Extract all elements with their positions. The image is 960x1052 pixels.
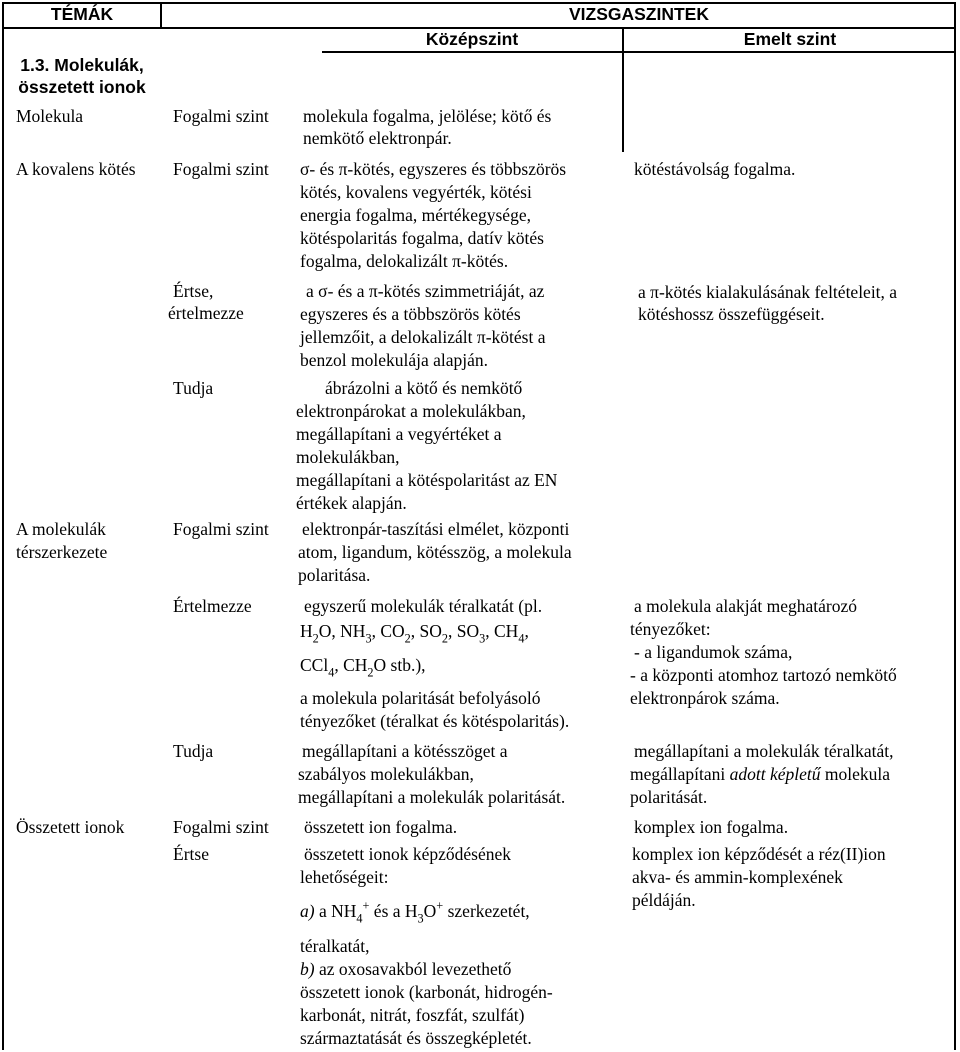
mid-kovalens-ertse-3: jellemzőit, a delokalizált π-kötést a bbox=[300, 327, 546, 347]
mid-ionok-ertse-6: származtatását és összegképletét. bbox=[300, 1028, 532, 1048]
mid-ionok-ertse-b: b) az oxosavakból levezethető bbox=[300, 959, 512, 979]
mid-kovalens-2: kötés, kovalens vegyérték, kötési bbox=[300, 182, 532, 202]
mid-kovalens-tudja-2: elektronpárokat a molekulákban, bbox=[296, 401, 526, 421]
adv-kovalens-ertse-1: a π-kötés kialakulásának feltételeit, a bbox=[638, 282, 898, 302]
level-kovalens-tudja: Tudja bbox=[173, 378, 214, 398]
mid-terszerkezet-3: polaritása. bbox=[298, 565, 371, 585]
formula-line-1: $H_2O$, $NH_3$, $CO_2$, $SO_2$, $SO_3$, $CH_4$, bbox=[300, 621, 529, 646]
mid-terszerkezet-1: elektronpár-taszítási elmélet, központi bbox=[302, 519, 570, 539]
section-title-line-2: összetett ionok bbox=[18, 77, 146, 97]
adv-ionok-ertse-1: komplex ion képződését a réz(II)ion bbox=[632, 844, 886, 864]
mid-kovalens-1: σ- és π-kötés, egyszeres és többszörös bbox=[300, 159, 567, 179]
header-col-divider bbox=[160, 2, 162, 27]
mid-terszerkezet-tudja-3: megállapítani a molekulák polaritását. bbox=[298, 787, 566, 807]
mid-kovalens-tudja-1: ábrázolni a kötő és nemkötő bbox=[325, 378, 523, 398]
adv-ionok: komplex ion fogalma. bbox=[634, 817, 789, 837]
mid-ionok-ertse-1: összetett ionok képződésének bbox=[304, 844, 512, 864]
mid-ionok-ertse-a: a) a $NH_4^+$ és a $H_3O^+$ szerkezetét, bbox=[300, 898, 530, 926]
level-ionok: Fogalmi szint bbox=[173, 817, 269, 837]
mid-kovalens-ertse-1: a σ- és a π-kötés szimmetriáját, az bbox=[306, 281, 545, 301]
topic-ionok: Összetett ionok bbox=[16, 817, 125, 837]
mid-kovalens-tudja-5: megállapítani a kötéspolaritást az EN bbox=[296, 470, 558, 490]
level-molekula: Fogalmi szint bbox=[173, 106, 269, 126]
mid-kovalens-3: energia fogalma, mértékegysége, bbox=[300, 205, 531, 225]
section-title-line-1: 1.3. Molekulák, bbox=[20, 55, 144, 75]
adv-kovalens: kötéstávolság fogalma. bbox=[634, 159, 796, 179]
mid-ionok-ertse-2: lehetőségeit: bbox=[300, 867, 389, 887]
adv-ertelmezze-2: tényezőket: bbox=[630, 619, 711, 639]
mid-kovalens-tudja-4: molekulákban, bbox=[296, 447, 400, 467]
mid-ionok-ertse-4: összetett ionok (karbonát, hidrogén- bbox=[300, 982, 553, 1002]
mid-ertelmezze-2: a molekula polaritását befolyásoló bbox=[300, 688, 541, 708]
topic-terszerkezet-2: térszerkezete bbox=[16, 542, 108, 562]
adv-ertelmezze-1: a molekula alakját meghatározó bbox=[634, 596, 858, 616]
adv-ionok-ertse-2: akva- és ammin-komplexének bbox=[632, 867, 843, 887]
level-ionok-ertse: Értse bbox=[173, 844, 209, 864]
header-temak: TÉMÁK bbox=[50, 4, 114, 24]
mid-kovalens-tudja-3: megállapítani a vegyértéket a bbox=[296, 424, 502, 444]
mid-kovalens-ertse-4: benzol molekulája alapján. bbox=[300, 350, 489, 370]
mid-ertelmezze-1: egyszerű molekulák téralkatát (pl. bbox=[304, 596, 543, 616]
adv-kovalens-ertse-2: kötéshossz összefüggéseit. bbox=[638, 304, 825, 324]
adv-terszerkezet-tudja-2: megállapítani adott képletű molekula bbox=[630, 764, 891, 784]
level-terszerkezet: Fogalmi szint bbox=[173, 519, 269, 539]
topic-terszerkezet-1: A molekulák bbox=[16, 519, 106, 539]
level-kovalens-ertse-2: értelmezze bbox=[168, 303, 244, 323]
mid-kovalens-tudja-6: értékek alapján. bbox=[296, 493, 407, 513]
adv-ertelmezze-5: elektronpárok száma. bbox=[630, 688, 780, 708]
header-emelt: Emelt szint bbox=[743, 29, 837, 49]
mid-ertelmezze-3: tényezőket (téralkat és kötéspolaritás). bbox=[300, 711, 570, 731]
topic-molekula: Molekula bbox=[16, 106, 84, 126]
mid-ionok: összetett ion fogalma. bbox=[304, 817, 458, 837]
level-terszerkezet-ertelmezze: Értelmezze bbox=[173, 596, 252, 616]
header-kozepszint: Középszint bbox=[425, 29, 519, 49]
adv-ertelmezze-3: - a ligandumok száma, bbox=[634, 642, 793, 662]
level-kovalens: Fogalmi szint bbox=[173, 159, 269, 179]
mid-ionok-ertse-3: téralkatát, bbox=[300, 936, 370, 956]
mid-terszerkezet-2: atom, ligandum, kötésszög, a molekula bbox=[298, 542, 572, 562]
topic-kovalens: A kovalens kötés bbox=[16, 159, 136, 179]
header-vizsgaszintek: VIZSGASZINTEK bbox=[568, 4, 709, 24]
mid-terszerkezet-tudja-1: megállapítani a kötésszöget a bbox=[302, 741, 508, 761]
mid-kovalens-5: fogalma, delokalizált π-kötés. bbox=[300, 251, 509, 271]
adv-ertelmezze-4: - a központi atomhoz tartozó nemkötő bbox=[630, 665, 897, 685]
level-terszerkezet-tudja: Tudja bbox=[173, 741, 214, 761]
mid-kovalens-ertse-2: egyszeres és a többszörös kötés bbox=[300, 304, 521, 324]
col-divider-top bbox=[622, 52, 624, 152]
mid-molekula-2: nemkötő elektronpár. bbox=[303, 128, 452, 148]
header-divider-2 bbox=[322, 51, 956, 53]
mid-molekula-1: molekula fogalma, jelölése; kötő és bbox=[303, 106, 552, 126]
mid-terszerkezet-tudja-2: szabályos molekulákban, bbox=[298, 764, 474, 784]
formula-line-2: CCl$_4$, $CH_2O$ stb.), bbox=[300, 655, 426, 680]
adv-ionok-ertse-3: példáján. bbox=[632, 890, 696, 910]
adv-terszerkezet-tudja-3: polaritását. bbox=[630, 787, 708, 807]
level-kovalens-ertse-1: Értse, bbox=[173, 281, 214, 301]
adv-terszerkezet-tudja-1: megállapítani a molekulák téralkatát, bbox=[634, 741, 894, 761]
mid-ionok-ertse-5: karbonát, nitrát, foszfát, szulfát) bbox=[300, 1005, 525, 1025]
mid-kovalens-4: kötéspolaritás fogalma, datív kötés bbox=[300, 228, 544, 248]
